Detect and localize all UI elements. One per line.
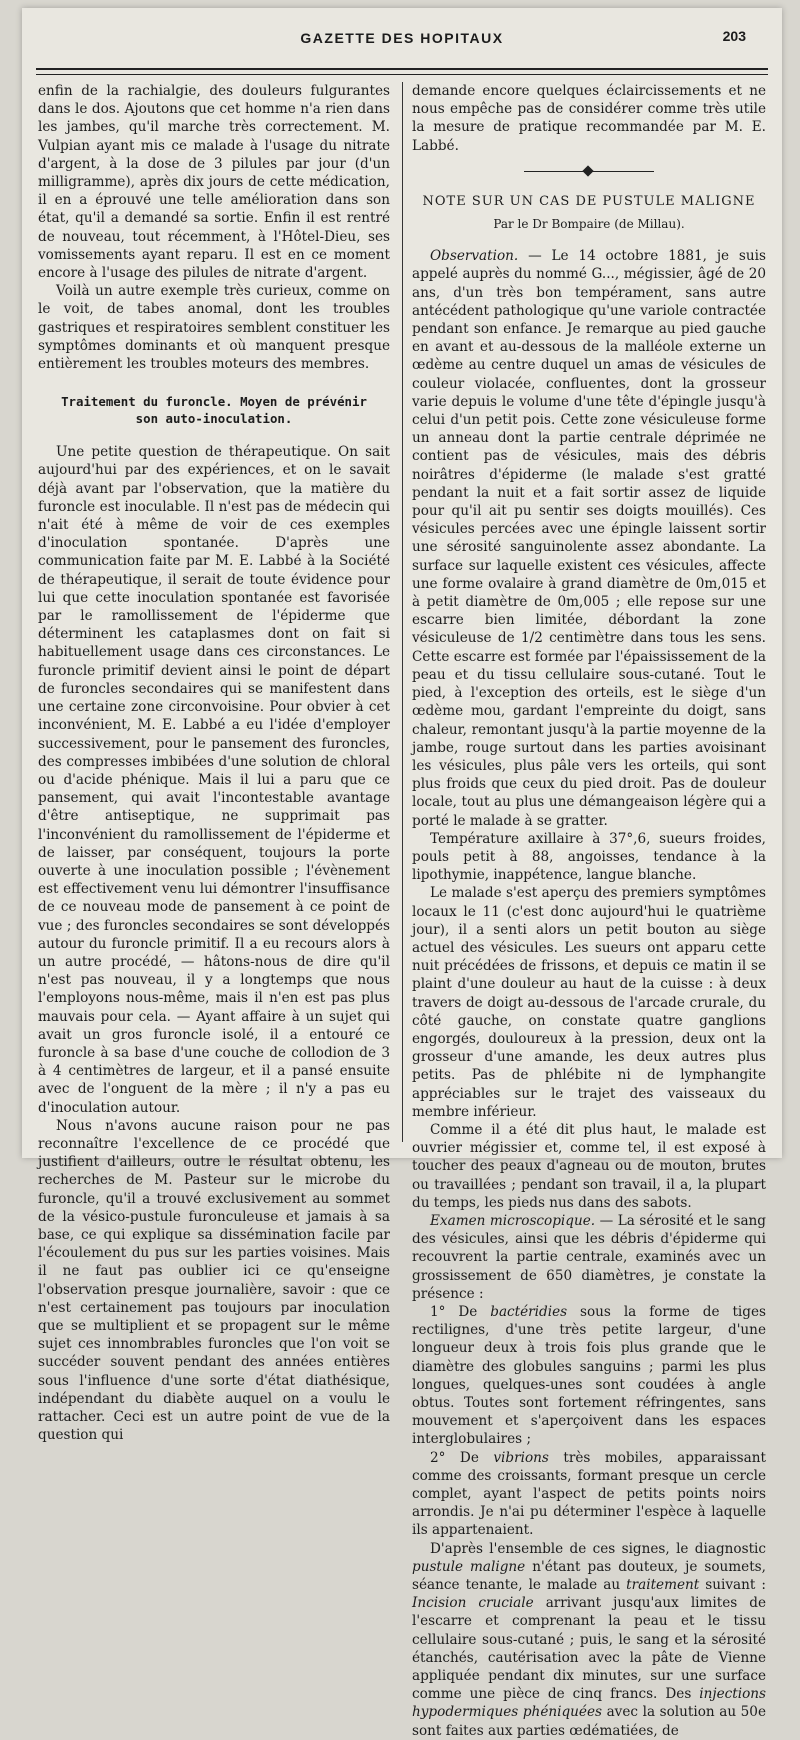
section-heading (38, 393, 390, 427)
section-heading-line-1: Traitement du furoncle. Moyen de prévénir (61, 394, 367, 410)
right-paragraph-1: demande encore quelques éclaircissements et ne nous empêche pas de considérer comme très utile la mesure de pratique recommandée par M. E. Labbé. (412, 83, 766, 154)
finding-2-prefix: 2° De (430, 1449, 494, 1466)
left-paragraph-3: Une petite question de thérapeutique. On sait aujourd'hui par des expériences, et on le savait déjà avant par l'observation, que la matière du furoncle est inoculable. Il n'est pas de médecin qui n'ait été à même de voir de ces exemples d'inoculation spontanée. D'après une communication faite par M. E. Labbé à la Société de thérapeutique, il serait de toute évidence pour lui que cette inoculation spontanée est favorisée par le ramollissement de l'épiderme que déterminent les cataplasmes dont on fait si habituellement usage dans ces circonstances. Le furoncle primitif devient ainsi le point de départ de furoncles secondaires qui se manifestent dans une certaine zone circonvoisine. Pour obvier à cet inconvénient, M. E. Labbé a eu l'idée d'employer successivement, pour le pansement des furoncles, des compresses imbibées d'une solution de chloral ou d'acide phénique. Mais il lui a paru que ce pansement, qui avait l'incontestable avantage d'être antiseptique, ne supprimait pas l'inconvénient du ramollissement de l'épiderme et de laisser, par conséquent, toujours la porte ouverte à une inoculation possible ; l'évènement est effectivement venu lui démontrer l'insuffisance de ce nouveau mode de pansement à ce point de vue ; des furoncles secondaires se sont développés autour du furoncle primitif. Il a eu recours alors à un autre procédé, — hâtons-nous de dire qu'il n'est pas nouveau, il y a longtemps que nous l'employons nous-même, mais il n'en est pas plus mauvais pour cela. — Ayant affaire à un sujet qui avait un gros furoncle isolé, il a entouré ce furoncle à sa base d'une couche de collodion de 3 à 4 centimètres de largeur, et il a pansé ensuite avec de l'onguent de la mère ; il n'y a pas eu d'inoculation autour. (38, 444, 390, 1116)
right-paragraph-4: Le malade s'est aperçu des premiers symptômes locaux le 11 (c'est donc aujourd'hui le quatrième jour), il a senti alors un petit bouton au siège actuel des vésicules. Les sueurs ont apparu cette nuit précédées de frissons, et depuis ce matin il se plaint d'une douleur au haut de la cuisse : à deux travers de doigt au-dessous de l'arcade crurale, du côté gauche, on constate quatre ganglions engorgés, douloureux à la pression, deux ont la grosseur d'une amande, les deux autres plus petits. Pas de phlébite ni de lymphangite appréciables sur le trajet des vaisseaux du membre inférieur. (412, 885, 766, 1120)
section-heading-line-2: son auto-inoculation. (135, 411, 293, 427)
header-rule-thin (36, 74, 768, 75)
finding-1-paragraph (412, 1303, 766, 1449)
treatment-text-d: arrivant jusqu'aux limites de l'escarre et comprenant la peau et le tissu cellulaire sous-cutané ; puis, le sang et la sérosité étanchés, cautérisation avec la pâte de Vienne appliquée pendant dix minutes, sur une surface comme une pièce de cinq francs. Des (412, 1595, 766, 1703)
article-byline: Par le Dr Bompaire (de Millau). (493, 217, 685, 232)
treatment-paragraph (412, 1540, 766, 1740)
right-paragraph-5: Comme il a été dit plus haut, le malade est ouvrier mégissier et, comme tel, il est exposé à toucher des peaux d'agneau ou de mouton, brutes ou travaillées ; pendant son travail, il a, la plupart du temps, les pieds nus dans des sabots. (412, 1121, 766, 1211)
finding-2-label: vibrions (493, 1449, 549, 1466)
observation-paragraph (412, 247, 766, 830)
page-header (22, 28, 782, 58)
finding-1-text: sous la forme de tiges rectilignes, d'une très petite largeur, d'une longueur deux à trois fois plus grande que le diamètre des globules sanguins ; parmi les plus longues, quelques-unes sont coudées à angle obtus. Toutes sont fortement réfringentes, sans mouvement et s'aperçoivent dans les espaces interglobulaires ; (412, 1304, 766, 1448)
finding-1-label: bactéridies (490, 1304, 568, 1320)
observation-label: Observation. (430, 248, 519, 265)
diagnosis-term: pustule maligne (412, 1558, 526, 1575)
left-paragraph-4: Nous n'avons aucune raison pour ne pas reconnaître l'excellence de ce procédé que justifient d'ailleurs, outre le résultat obtenu, les recherches de M. Pasteur sur le microbe du furoncle, qu'il a trouvé exclusivement au sommet de la vésico-pustule furonculeuse et jamais à sa base, ce qui explique sa dissémination facile par l'écoulement du pus sur les parties voisines. Mais il ne faut pas oublier ici ce qu'enseigne l'observation presque journalière, savoir : que ce n'est certainement pas toujours par inoculation que se multiplient et se propagent sur le même sujet ces innombrables furoncles que l'on voit se succéder souvent pendant des années entières sous l'influence d'une sorte d'état diathésique, indépendant du diabète auquel on a voulu le rattacher. Ceci est un autre point de vue de la question qui (38, 1117, 390, 1444)
right-column (412, 82, 766, 1740)
treatment-text-c: suivant : (699, 1577, 766, 1594)
treatment-text-a: D'après l'ensemble de ces signes, le diagnostic (430, 1540, 766, 1557)
running-title: GAZETTE DES HOPITAUX (300, 30, 504, 46)
article-title: NOTE SUR UN CAS DE PUSTULE MALIGNE (422, 193, 756, 209)
column-divider (402, 82, 403, 1142)
right-paragraph-3: Température axillaire à 37°,6, sueurs froides, pouls petit à 88, angoisses, tendance à la lipothymie, inappétence, langue blanche. (412, 830, 766, 884)
treatment-text-b: n'étant pas douteux, je soumets, séance tenante, le malade au (412, 1558, 766, 1594)
exam-label: Examen microscopique. (430, 1212, 596, 1229)
exam-paragraph (412, 1212, 766, 1303)
left-column (38, 82, 390, 1444)
left-paragraph-2: Voilà un autre exemple très curieux, comme on le voit, de tabes anomal, dont les troubles gastriques et respiratoires semblent constituer les symptômes dominants et où manquent presque entièrement les troubles moteurs des membres. (38, 283, 390, 373)
header-rule-thick (36, 68, 768, 70)
finding-2-paragraph (412, 1449, 766, 1540)
finding-1-prefix: 1° De (430, 1304, 491, 1320)
incision-term: Incision cruciale (412, 1595, 534, 1612)
newspaper-page (22, 8, 782, 1739)
left-paragraph-1: enfin de la rachialgie, des douleurs fulgurantes dans le dos. Ajoutons que cet homme n'a rien dans les jambes, qu'il marche très correctement. M. Vulpian ayant mis ce malade à l'usage du nitrate d'argent, à la dose de 3 pilules par jour (d'un milligramme), après dix jours de cette médication, il en a éprouvé une telle amélioration dans son état, qu'il a demandé sa sortie. Enfin il est rentré de nouveau, tout récemment, à l'Hôtel-Dieu, ses vomissements ayant reparu. Il est en ce moment encore à l'usage des pilules de nitrate d'argent. (38, 83, 390, 282)
separator-ornament (524, 167, 654, 175)
page-number: 203 (722, 28, 746, 44)
injection-term: injections hypodermiques phéniquées (412, 1686, 766, 1721)
finding-2-text: très mobiles, apparaissant comme des croissants, formant presque un cercle complet, ayant l'aspect de petits points noirs arrondis. Je n'ai pu déterminer l'espèce à laquelle ils appartenaient. (412, 1449, 766, 1539)
observation-text: — Le 14 octobre 1881, je suis appelé auprès du nommé G..., mégissier, âgé de 20 ans, d'un très bon tempérament, sans autre antécédent pathologique qu'une variole contractée pendant son enfance. Je remarque au pied gauche en avant et au-dessous de la malléole externe un œdème au centre duquel un amas de vésicules de couleur violacée, confluentes, dont la grosseur varie depuis le volume d'une tête d'épingle jusqu'à celui d'un petit pois. Cette zone vésiculeuse forme un anneau dont la partie centrale déprimée ne contient pas de vésicules, mais des débris noirâtres d'épiderme (le malade s'est gratté pendant la nuit et a fait sortir assez de liquide pour qu'il ait pu sentir ses doigts mouillés). Ces vésicules percées avec une épingle laissent sortir une sérosité sanguinolente assez abondante. La surface sur laquelle existent ces vésicules, affecte une forme ovalaire à grand diamètre de 0m,015 et à petit diamètre de 0m,005 ; elle repose sur une escarre bien limitée, débordant la zone vésiculeuse de 1/2 centimètre dans tous les sens. Cette escarre est formée par l'épaississement de la peau et du tissu cellulaire sous-cutané. Tout le pied, à l'exception des orteils, est le siège d'un œdème mou, gardant l'empreinte du doigt, sans chaleur, remontant jusqu'à la partie moyenne de la jambe, rouge surtout dans les parties avoisinant les vésicules, plus pâle vers les orteils, qui sont plus froids que ceux du pied droit. Pas de douleur locale, tout au plus une démangeaison légère qui a porté le malade à se gratter. (412, 248, 766, 829)
exam-text: — La sérosité et le sang des vésicules, ainsi que les débris d'épiderme qui recouvrent la partie centrale, examinés avec un grossissement de 650 diamètres, je constate la présence : (412, 1212, 767, 1302)
treatment-text-e: avec la solution au 50e sont faites aux parties œdématiées, de (412, 1704, 767, 1739)
treatment-term: traitement (626, 1577, 700, 1594)
